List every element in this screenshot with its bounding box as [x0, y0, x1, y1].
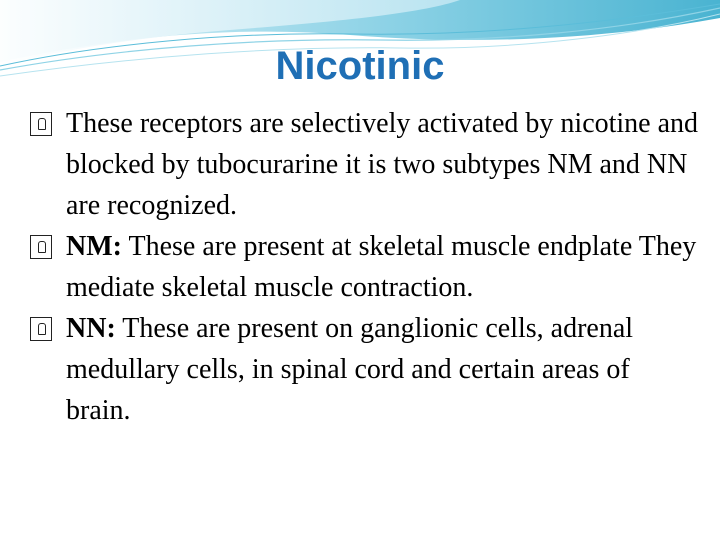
bullet-item-nm	[30, 226, 700, 308]
slide-title: Nicotinic	[275, 44, 445, 88]
bullet-text: These are present at skeletal muscle endplate They mediate skeletal muscle contraction.	[66, 231, 697, 303]
bullet-text: These receptors are selectively activated by nicotine and blocked by tubocurarine it is two subtypes NM and NN are recognized.	[66, 108, 699, 221]
bullet-list	[30, 103, 700, 431]
missing-glyph-icon	[30, 317, 52, 341]
missing-glyph-icon	[30, 112, 52, 136]
bullet-text: These are present on ganglionic cells, adrenal medullary cells, in spinal cord and certain areas of brain.	[66, 313, 634, 426]
bullet-item-nicotinic-overview	[30, 103, 700, 226]
bullet-item-nn	[30, 308, 700, 431]
bullet-term: NM:	[66, 231, 122, 262]
bullet-term: NN:	[66, 313, 116, 344]
missing-glyph-icon	[30, 235, 52, 259]
